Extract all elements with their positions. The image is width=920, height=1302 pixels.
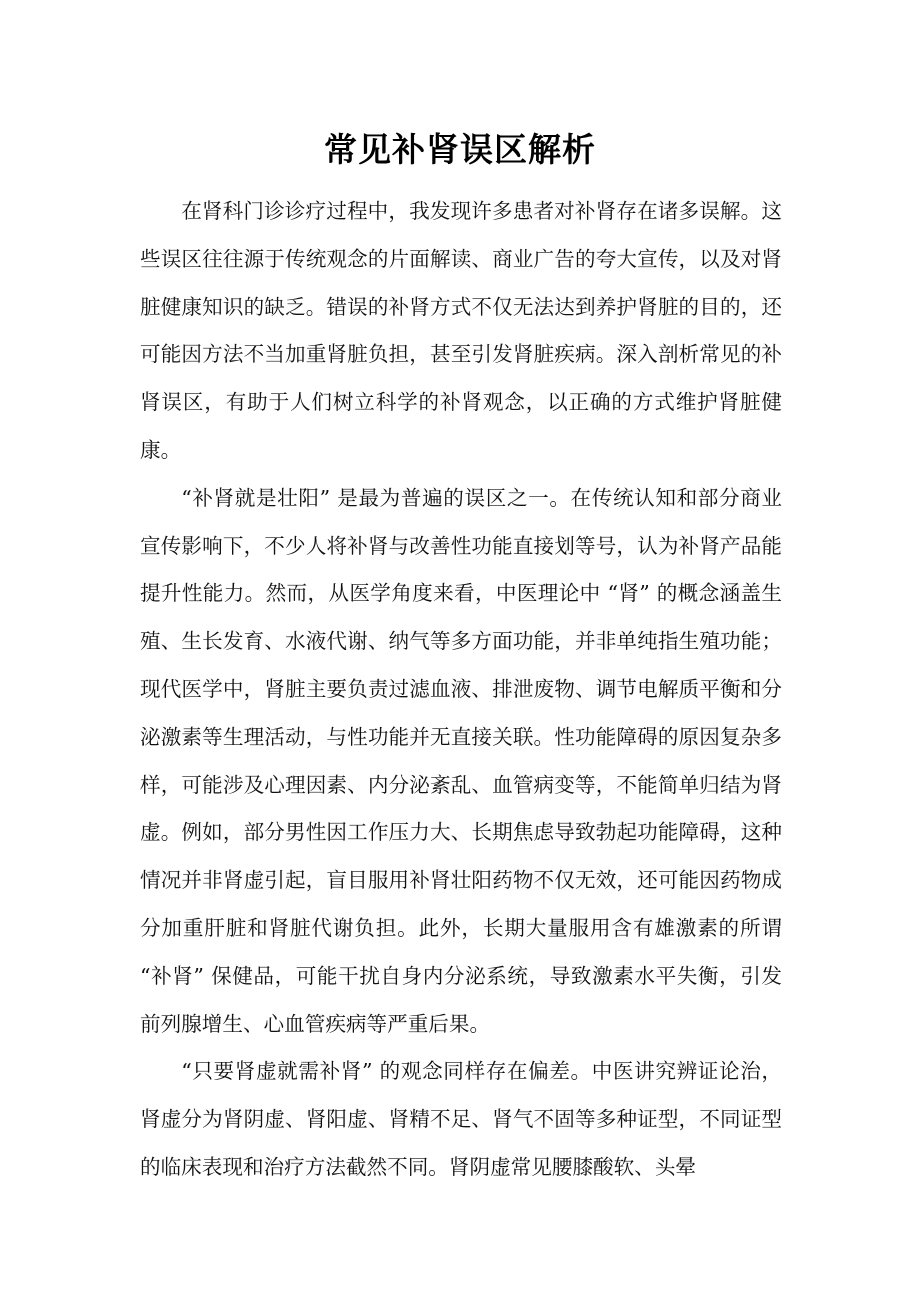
paragraph-2: “补肾就是壮阳” 是最为普遍的误区之一。在传统认知和部分商业宣传影响下，不少人将补肾与改善性功能直接划等号，认为补肾产品能提升性能力。然而，从医学角度来看，中医理论中 “肾” 的概念涵盖生殖、生长发育、水液代谢、纳气等多方面功能，并非单纯指生殖功能；现代医学中，肾脏主要负责过滤血液、排泄废物、调节电解质平衡和分泌激素等生理活动，与性功能并无直接关联。性功能障碍的原因复杂多样，可能涉及心理因素、内分泌紊乱、血管病变等，不能简单归结为肾虚。例如，部分男性因工作压力大、长期焦虑导致勃起功能障碍，这种情况并非肾虚引起，盲目服用补肾壮阳药物不仅无效，还可能因药物成分加重肝脏和肾脏代谢负担。此外，长期大量服用含有雄激素的所谓 “补肾” 保健品，可能干扰自身内分泌系统，导致激素水平失衡，引发前列腺增生、心血管疾病等严重后果。 <box>140 485 782 1036</box>
paragraph-3: “只要肾虚就需补肾” 的观念同样存在偏差。中医讲究辨证论治，肾虚分为肾阴虚、肾阳虚、肾精不足、肾气不固等多种证型，不同证型的临床表现和治疗方法截然不同。肾阴虚常见腰膝酸软、头晕 <box>140 1059 782 1179</box>
paragraph-1: 在肾科门诊诊疗过程中，我发现许多患者对补肾存在诸多误解。这些误区往往源于传统观念的片面解读、商业广告的夸大宣传，以及对肾脏健康知识的缺乏。错误的补肾方式不仅无法达到养护肾脏的目的，还可能因方法不当加重肾脏负担，甚至引发肾脏疾病。深入剖析常见的补肾误区，有助于人们树立科学的补肾观念，以正确的方式维护肾脏健康。 <box>140 199 782 462</box>
document-title: 常见补肾误区解析 <box>324 130 596 169</box>
document-body <box>140 188 782 1192</box>
